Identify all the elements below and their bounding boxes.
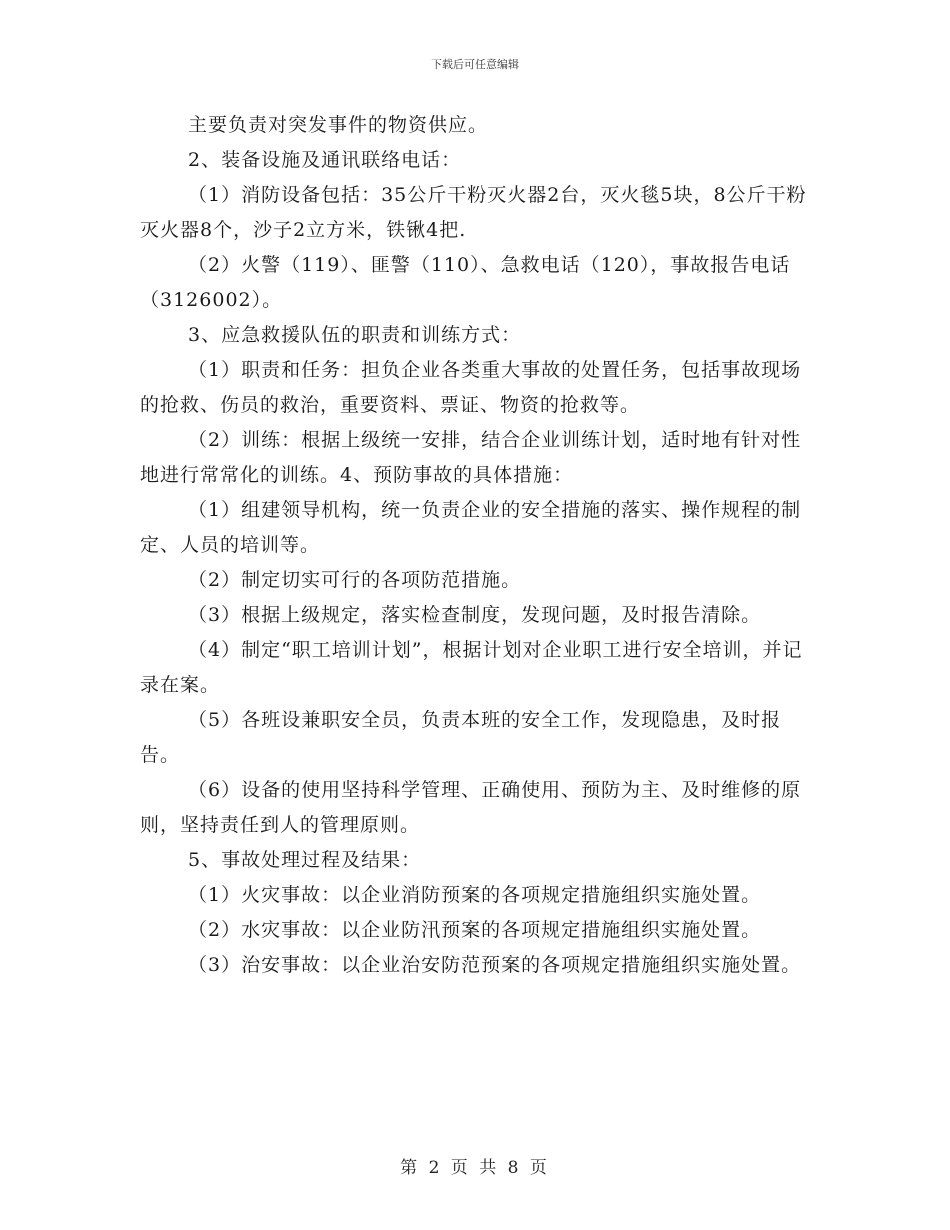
- heading-equipment: 2、装备设施及通讯联络电话：: [188, 149, 462, 171]
- paragraph-fire-accident: （1）火灾事故：以企业消防预案的各项规定措施组织实施处置。: [188, 884, 762, 906]
- paragraph-measure-1: （1）组建领导机构，统一负责企业的安全措施的落实、操作规程的制定、人员的培训等。: [140, 499, 802, 556]
- paragraph-security-accident: （3）治安事故：以企业治安防范预案的各项规定措施组织实施处置。: [188, 954, 802, 976]
- paragraph-measure-3: （3）根据上级规定，落实检查制度，发现问题，及时报告清除。: [188, 604, 762, 626]
- paragraph-supplies: 主要负责对突发事件的物资供应。: [188, 114, 489, 136]
- paragraph-measure-6: （6）设备的使用坚持科学管理、正确使用、预防为主、及时维修的原则，坚持责任到人的管理原则。: [140, 779, 802, 836]
- paragraph-measure-4: （4）制定“职工培训计划”，根据计划对企业职工进行安全培训，并记录在案。: [140, 639, 803, 696]
- page-number-footer: 第 2 页 共 8 页: [400, 1158, 550, 1178]
- document-body: [140, 108, 816, 983]
- paragraph-fire-equipment: （1）消防设备包括：35公斤干粉灭火器2台，灭火毯5块，8公斤干粉灭火器8个，沙子2立方米，铁锹4把.: [140, 184, 807, 241]
- paragraph-phone-numbers: （2）火警（119）、匪警（110）、急救电话（120），事故报告电话（3126002）。: [140, 254, 791, 311]
- page-header: 下载后可任意编辑: [431, 58, 519, 71]
- paragraph-flood-accident: （2）水灾事故：以企业防汛预案的各项规定措施组织实施处置。: [188, 919, 762, 941]
- heading-rescue-team: 3、应急救援队伍的职责和训练方式：: [188, 324, 522, 346]
- paragraph-measure-2: （2）制定切实可行的各项防范措施。: [188, 569, 522, 591]
- heading-accident-handling: 5、事故处理过程及结果：: [188, 849, 422, 871]
- paragraph-measure-5: （5）各班设兼职安全员，负责本班的安全工作，发现隐患，及时报告。: [140, 709, 782, 766]
- paragraph-duties: （1）职责和任务：担负企业各类重大事故的处置任务，包括事故现场的抢救、伤员的救治，重要资料、票证、物资的抢救等。: [140, 359, 802, 416]
- paragraph-training: （2）训练：根据上级统一安排，结合企业训练计划，适时地有针对性地进行常常化的训练。4、预防事故的具体措施：: [140, 429, 802, 486]
